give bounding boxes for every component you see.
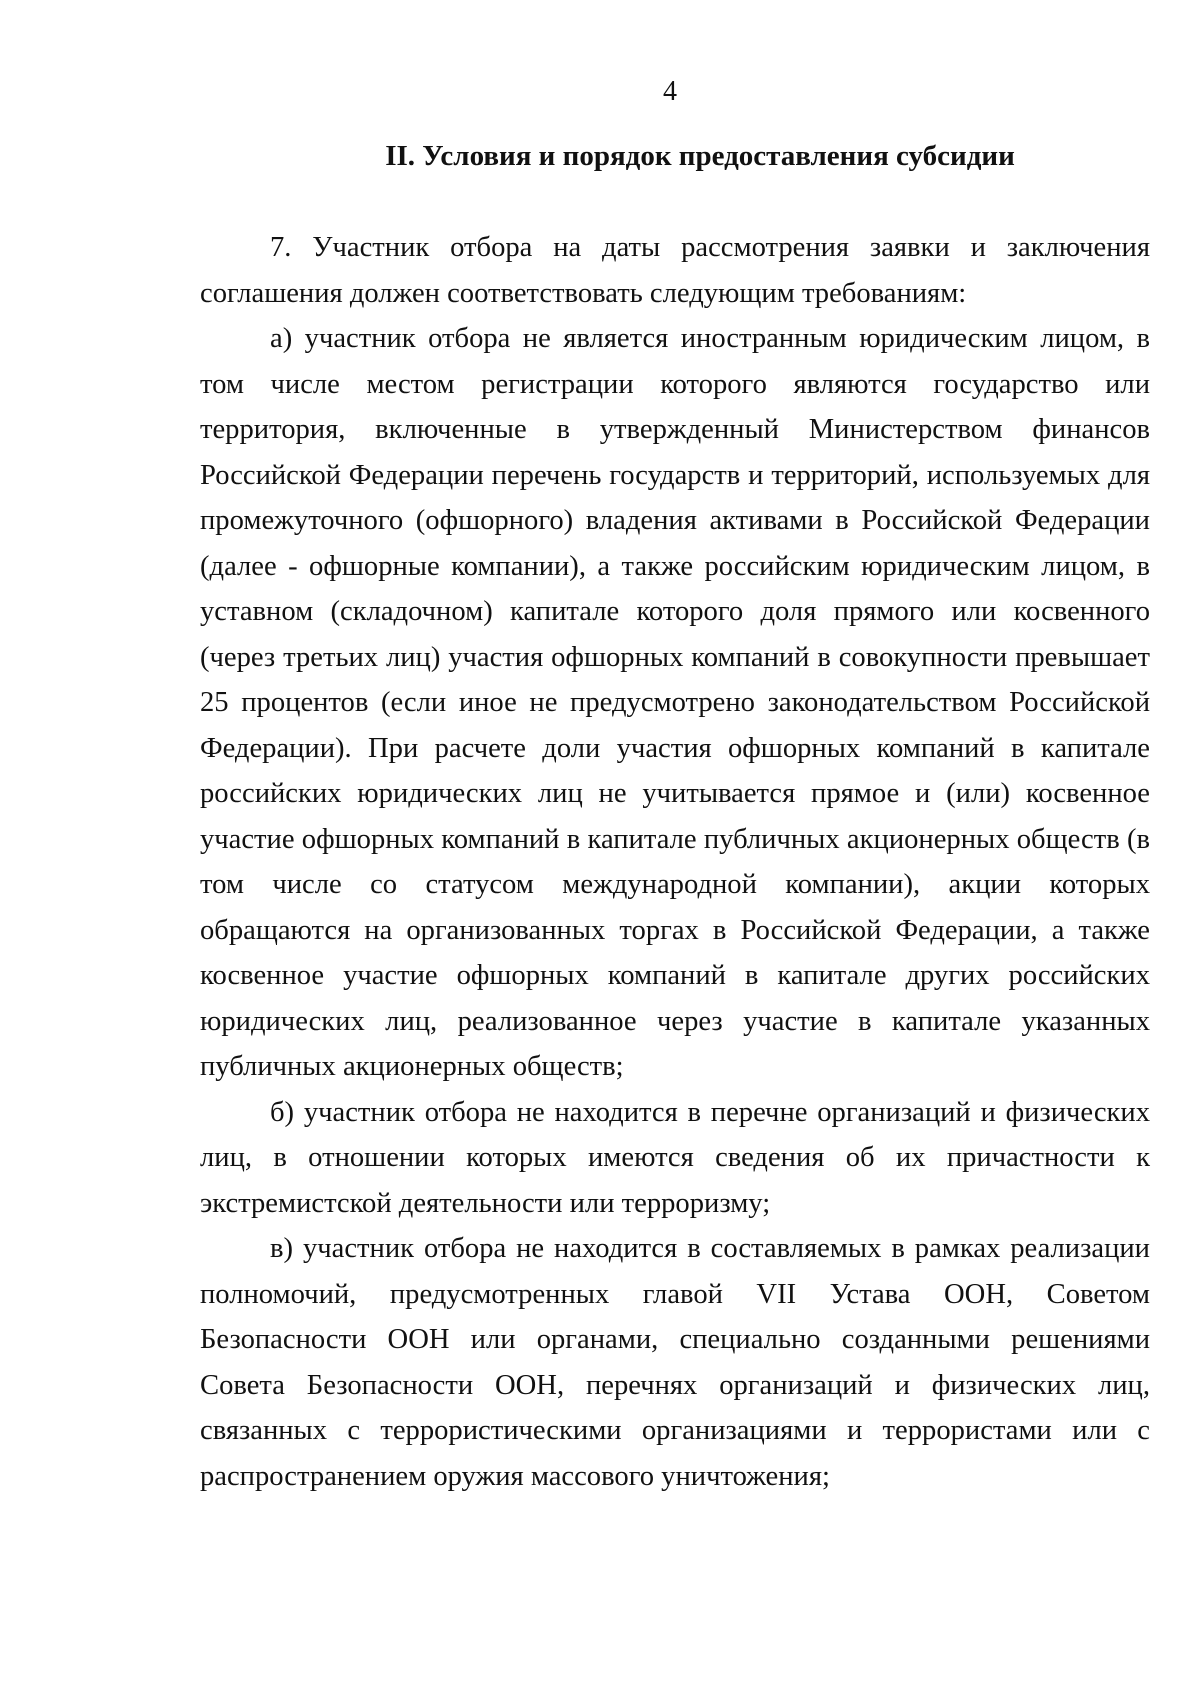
section-heading: II. Условия и порядок предоставления субсидии [385, 140, 1015, 172]
paragraph-item-a: а) участник отбора не является иностранным юридическим лицом, в том числе местом регистрации которого являются государство или территория, включенные в утвержденный Министерством финансов Российской Федерации перечень государств и территорий, используемых для промежуточного (офшорного) владения активами в Российской Федерации (далее - офшорные компании), а также российским юридическим лицом, в уставном (складочном) капитале которого доля прямого или косвенного (через третьих лиц) участия офшорных компаний в совокупности превышает 25 процентов (если иное не предусмотрено законодательством Российской Федерации). При расчете доли участия офшорных компаний в капитале российских юридических лиц не учитывается прямое и (или) косвенное участие офшорных компаний в капитале публичных акционерных обществ (в том числе со статусом международной компании), акции которых обращаются на организованных торгах в Российской Федерации, а также косвенное участие офшорных компаний в капитале других российских юридических лиц, реализованное через участие в капитале указанных публичных акционерных обществ; [200, 323, 1150, 1082]
body-text [200, 225, 1150, 1499]
page-number: 4 [663, 76, 677, 107]
paragraph-item-b: б) участник отбора не находится в перечне организаций и физических лиц, в отношении которых имеются сведения об их причастности к экстремистской деятельности или терроризму; [200, 1096, 1150, 1219]
paragraph-item-v: в) участник отбора не находится в составляемых в рамках реализации полномочий, предусмотренных главой VII Устава ООН, Советом Безопасности ООН или органами, специально созданными решениями Совета Безопасности ООН, перечнях организаций и физических лиц, связанных с террористическими организациями и террористами или с распространением оружия массового уничтожения; [200, 1233, 1150, 1492]
paragraph-7-intro: 7. Участник отбора на даты рассмотрения заявки и заключения соглашения должен соответствовать следующим требованиям: [200, 232, 1150, 309]
